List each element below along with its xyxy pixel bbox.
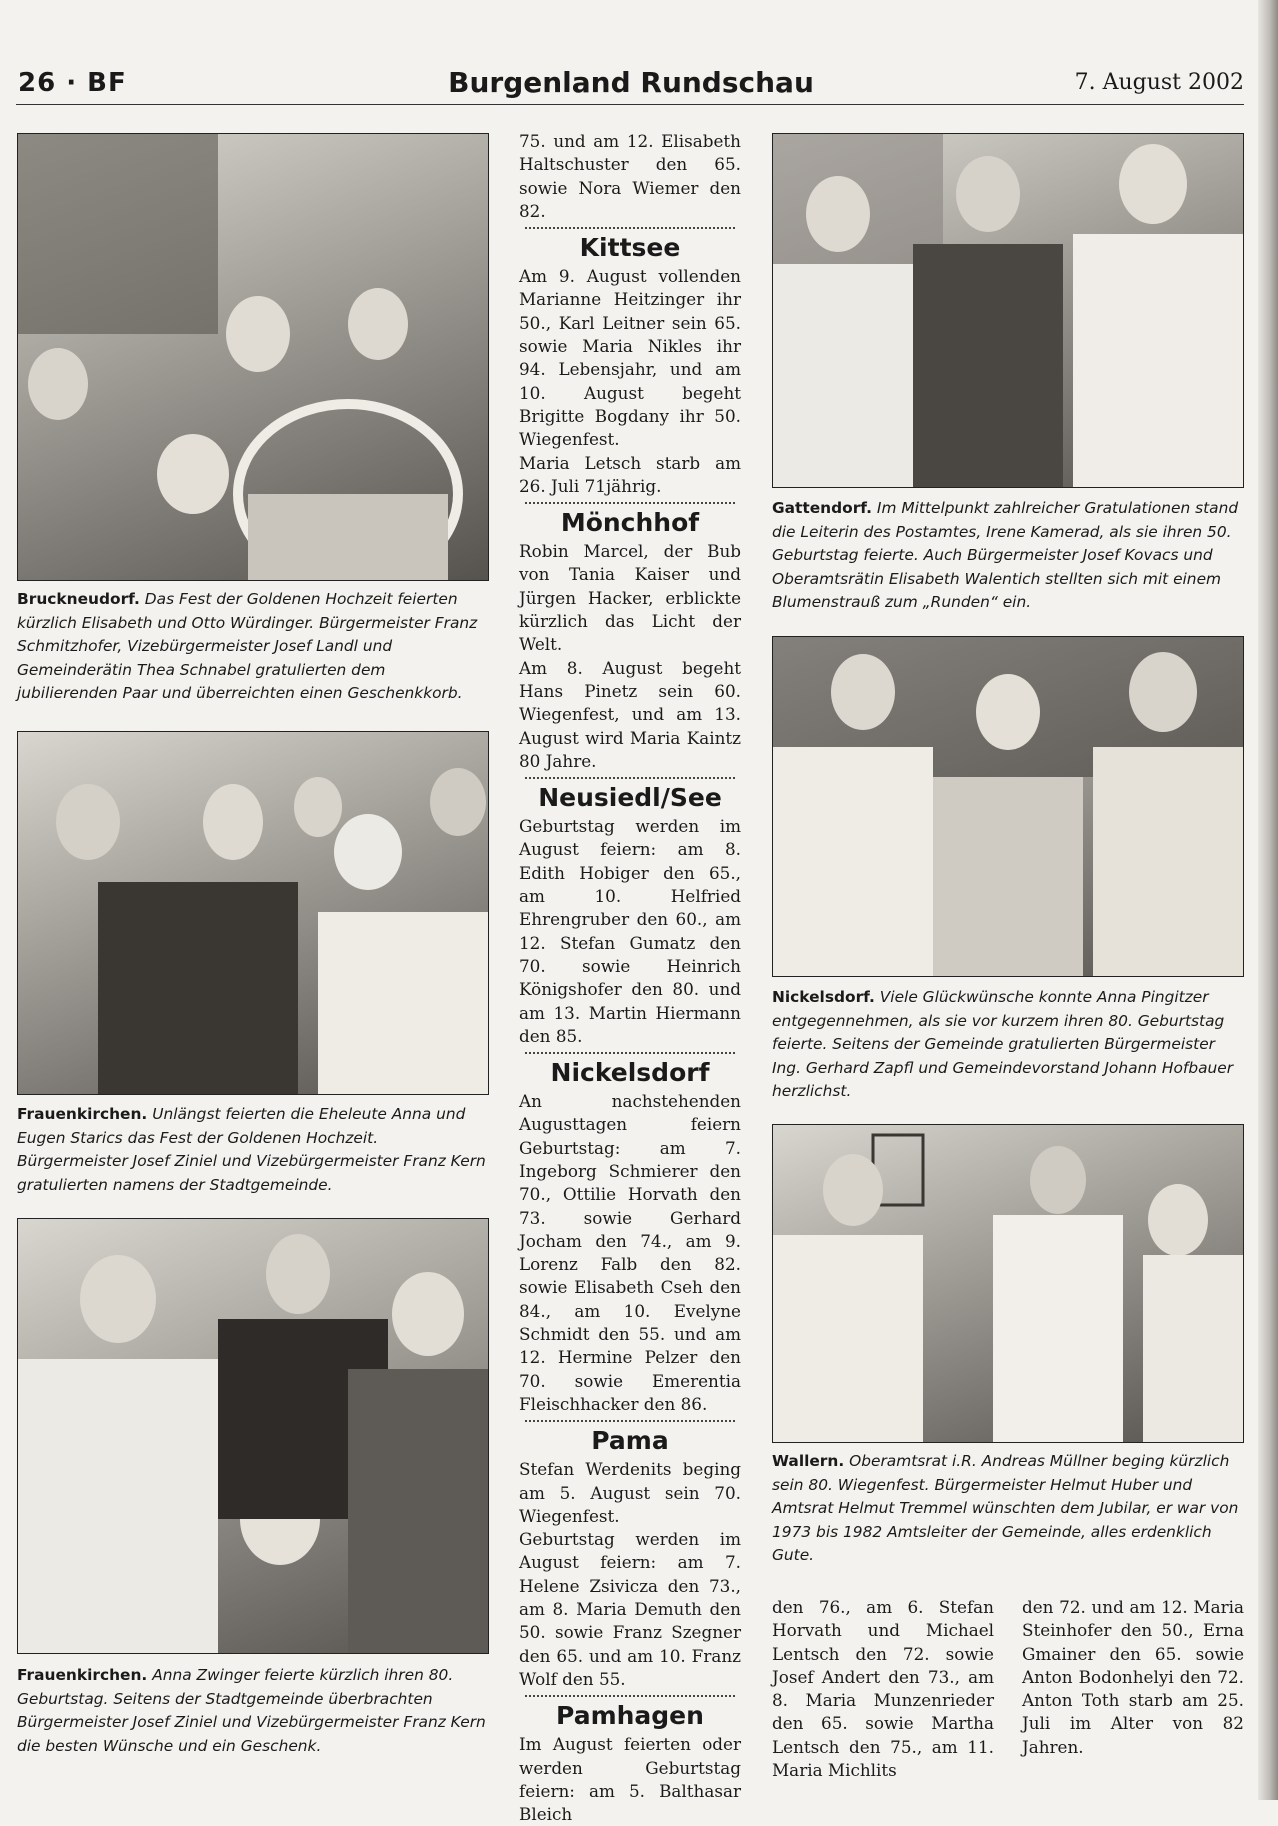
caption-gattendorf: Gattendorf. Im Mittelpunkt zahlreicher Gratulationen stand die Leiterin des Postamtes, Irene Kamerad, als sie ihren 50. Geburtstag feierte. Auch Bürgermeister Josef Kovacs und Oberamtsrätin Elisabeth Walentich stellten sich mit einem Blumenstrauß zum „Runden“ ein. bbox=[772, 499, 1239, 611]
caption-frauenkirchen-1: Frauenkirchen. Unlängst feierten die Eheleute Anna und Eugen Starics das Fest der Goldenen Hochzeit. Bürgermeister Josef Ziniel und Vizebürgermeister Franz Kern gratulierten namens der Stadtgemeinde. bbox=[17, 1105, 486, 1194]
section-divider bbox=[525, 1695, 735, 1697]
right-bottom-col-2 bbox=[1022, 1596, 1244, 1759]
heading-kittsee: Kittsee bbox=[579, 233, 681, 263]
caption-bruckneudorf: Bruckneudorf. Das Fest der Goldenen Hochzeit feierten kürzlich Elisabeth und Otto Würdinger. Bürgermeister Franz Schmitzhofer, Vizebürgermeister Josef Landl und Gemeinderätin Thea Schnabel gratulierten dem jubilierenden Paar und überreichten einen Geschenkkorb. bbox=[17, 590, 478, 702]
photo-wallern bbox=[772, 1124, 1244, 1443]
heading-neusiedl: Neusiedl/See bbox=[538, 783, 722, 813]
section-divider bbox=[525, 1420, 735, 1422]
intro-text: 75. und am 12. Elisabeth Haltschuster den 65. sowie Nora Wiemer den 82. bbox=[519, 131, 741, 221]
photo-bruckneudorf bbox=[17, 133, 489, 581]
photo-frauenkirchen-2 bbox=[17, 1218, 489, 1654]
moenchhof-text-1: Robin Marcel, der Bub von Tania Kaiser und Jürgen Hacker, erblickte kürzlich das Licht der Welt. bbox=[519, 541, 741, 655]
pamhagen-text: Im August feierten oder werden Geburtstag feiern: am 5. Balthasar Bleich bbox=[519, 1734, 741, 1825]
kittsee-text-1: Am 9. August vollenden Marianne Heitzinger ihr 50., Karl Leitner sein 65. sowie Maria Nikles ihr 94. Lebensjahr, und am 10. August begeht Brigitte Bogdany ihr 50. Wiegenfest. bbox=[519, 266, 741, 450]
newspaper-title: Burgenland Rundschau bbox=[448, 66, 814, 99]
photo-frauenkirchen-1 bbox=[17, 731, 489, 1095]
right-text-2: den 72. und am 12. Maria Steinhofer den 50., Erna Gmainer den 65. sowie Anton Bodonhelyi den 72. Anton Toth starb am 25. Juli im Alter von 82 Jahren. bbox=[1022, 1597, 1244, 1757]
heading-moenchhof: Mönchhof bbox=[560, 508, 700, 538]
photo-gattendorf bbox=[772, 133, 1244, 488]
middle-column bbox=[519, 130, 741, 1826]
pama-text-2: Geburtstag werden im August feiern: am 7. Helene Zsivicza den 73., am 8. Maria Demuth den 50. sowie Franz Szegner den 65. und am 10. Franz Wolf den 55. bbox=[519, 1529, 741, 1689]
heading-nickelsdorf: Nickelsdorf bbox=[550, 1058, 710, 1088]
kittsee-text-2: Maria Letsch starb am 26. Juli 71jährig. bbox=[519, 452, 741, 496]
caption-nickelsdorf: Nickelsdorf. Viele Glückwünsche konnte Anna Pingitzer entgegennehmen, als sie vor kurzem ihren 80. Geburtstag feierte. Seitens der Gemeinde gratulierten Bürgermeister Ing. Gerhard Zapfl und Gemeindevorstand Johann Hofbauer herzlichst. bbox=[772, 988, 1234, 1100]
pama-text-1: Stefan Werdenits beging am 5. August sein 70. Wiegenfest. bbox=[519, 1459, 741, 1526]
right-text-1: den 76., am 6. Stefan Horvath und Michael Lentsch den 72. sowie Josef Andert den 73., am 8. Maria Munzenrieder den 65. sowie Martha Lentsch den 75., am 11. Maria Michlits bbox=[772, 1597, 994, 1781]
page-label: 26 · BF bbox=[18, 68, 127, 98]
section-divider bbox=[525, 1052, 735, 1054]
heading-pamhagen: Pamhagen bbox=[556, 1701, 704, 1731]
neusiedl-text: Geburtstag werden im August feiern: am 8. Edith Hobiger den 65., am 10. Helfried Ehrengruber den 60., am 12. Stefan Gumatz den 70. sowie Heinrich Königshofer den 80. und am 13. Martin Hiermann den 85. bbox=[519, 816, 741, 1046]
page-edge bbox=[1258, 0, 1278, 1800]
issue-date: 7. August 2002 bbox=[1074, 70, 1244, 95]
page-header bbox=[18, 64, 1244, 104]
photo-nickelsdorf bbox=[772, 636, 1244, 977]
section-divider bbox=[525, 227, 735, 229]
caption-wallern: Wallern. Oberamtsrat i.R. Andreas Müllner beging kürzlich sein 80. Wiegenfest. Bürgermeister Helmut Huber und Amtsrat Helmut Tremmel wünschten dem Jubilar, er war von 1973 bis 1982 Amtsleiter der Gemeinde, alles erdenklich Gute. bbox=[772, 1452, 1239, 1564]
caption-frauenkirchen-2: Frauenkirchen. Anna Zwinger feierte kürzlich ihren 80. Geburtstag. Seitens der Stadtgemeinde überbrachten Bürgermeister Josef Ziniel und Vizebürgermeister Franz Kern die besten Wünsche und ein Geschenk. bbox=[17, 1666, 486, 1755]
header-rule bbox=[16, 104, 1244, 105]
nickelsdorf-text: An nachstehenden Augusttagen feiern Geburtstag: am 7. Ingeborg Schmierer den 70., Ottilie Horvath den 73. sowie Gerhard Jocham den 74., am 9. Lorenz Falb den 82. sowie Elisabeth Cseh den 84., am 10. Evelyne Schmidt den 55. und am 12. Hermine Pelzer den 70. sowie Emerentia Fleischhacker den 86. bbox=[519, 1091, 741, 1414]
section-divider bbox=[525, 502, 735, 504]
moenchhof-text-2: Am 8. August begeht Hans Pinetz sein 60. Wiegenfest, und am 13. August wird Maria Kaintz 80 Jahre. bbox=[519, 657, 741, 771]
section-divider bbox=[525, 777, 735, 779]
heading-pama: Pama bbox=[591, 1426, 669, 1456]
right-bottom-col-1 bbox=[772, 1596, 994, 1782]
